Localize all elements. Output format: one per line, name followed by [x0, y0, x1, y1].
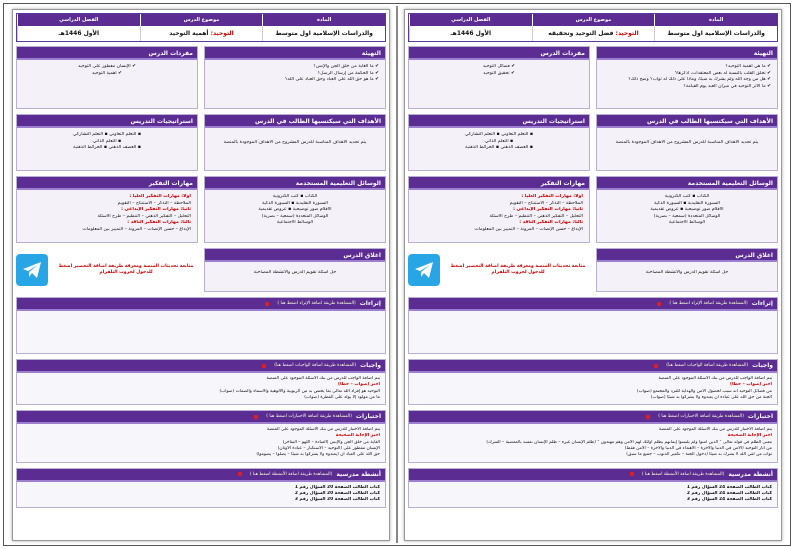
closure-text: حل أسئلة تقويم الدرس والأنشطة المصاحبة	[253, 270, 337, 275]
list-line: كتاب الطالب الصفحة 20 السؤال رقم 1	[294, 484, 380, 490]
activities-body	[409, 482, 777, 507]
youtube-icon[interactable]	[262, 364, 266, 368]
youtube-icon[interactable]	[254, 415, 258, 419]
vocab-box	[408, 46, 590, 109]
list-line: ثواب من لقي الله لا يشرك به شيئا (دخول الجنة – تكفير الذنوب – جميع ما سبق)	[626, 452, 772, 458]
list-line: اختر (صواب – خطأ)	[730, 382, 772, 388]
list-line: حق الله على العباد أن (يعبدوه ولا يشركوا به شيئا – يصلوا – يصوموا)	[256, 452, 380, 458]
list-line: ▪ العصف الذهني ▪ الخرائط الذهنية	[73, 145, 141, 150]
goals-text: يتم تحديد الأهداف المناسبة للدرس المشروح من الأهداف الموجودة بالمنصة	[223, 140, 367, 145]
prep-box	[204, 46, 386, 109]
term-header: الفصل الدراسي	[409, 14, 532, 26]
strategies-box	[408, 114, 590, 171]
thinking-skills-box	[16, 176, 198, 243]
list-line: أولا: مهارات التفكير العليا :	[521, 194, 583, 199]
youtube-icon[interactable]	[654, 364, 658, 368]
homework-section	[16, 359, 386, 405]
prep-body	[205, 60, 385, 108]
prep-title: التهيئة	[597, 47, 777, 60]
goals-text: يتم تحديد الأهداف المناسبة للدرس المشروح من الأهداف الموجودة بالمنصة	[615, 140, 759, 145]
list-line: معنى الظلم في قوله تعالى " الذين آمنوا ولم يلبسوا إيمانهم بظلم أولئك لهم الأمن وهم مهتدون " (ظلم الإنسان غيره – ظلم الإنسان نفسه بالمعصية – الشرك)	[486, 439, 772, 445]
list-line: ▪ التعلم التعاوني ▪ التعلم التشاركي	[72, 132, 142, 137]
activities-body	[17, 482, 385, 507]
list-line: ✔ ما الأثر التوحيد في ميزان العبد يوم القيامة؟	[683, 83, 771, 89]
list-line: الإبداع – حسن الإنصات – المرونة – التمييز بين المعلومات	[474, 226, 583, 232]
list-line: ✔ ما هي أهمية التوحيد؟	[725, 64, 771, 69]
vocab-title: مفردات الدرس	[409, 47, 589, 60]
list-line: ✔ فضائل التوحيد	[482, 64, 516, 69]
tests-link[interactable]: (المشاهدة طريقة اضافة الاختبارات اضغط هنا )	[658, 414, 744, 420]
strategies-title: استراتيجيات التدريس	[409, 115, 589, 128]
list-line: يتم اضافة الواجب للدرس من بنك الاسئلة الموجود على المنصة	[658, 376, 772, 381]
activities-title: أنشطة مدرسية	[336, 470, 381, 478]
subject-value: والدراسات الإسلامية اول متوسط	[262, 26, 385, 41]
list-line: الأقلام صور توضيحية ▪ عروض تقديمية	[650, 207, 724, 212]
prep-box	[596, 46, 778, 109]
thinking-skills-box	[408, 176, 590, 243]
list-line: الوسائل المتعددة (سمعية – بصرية)	[653, 213, 721, 219]
list-line: الأقلام صور توضيحية ▪ عروض تقديمية	[258, 207, 332, 212]
list-line: ✔ تحقيق التوحيد	[483, 70, 515, 76]
lesson-page-left	[12, 9, 390, 541]
telegram-promo[interactable]	[408, 248, 590, 292]
list-line: ✔ هل من وجه الله ولم يشرك به شيئا، وماذا على ذلك له ثواب؟ وضح ذلك؟	[628, 77, 771, 82]
telegram-icon[interactable]	[408, 254, 440, 286]
list-line: الكتاب ▪ كتب الكترونية	[272, 194, 318, 199]
subject-header: المادة	[654, 14, 777, 26]
lesson-header-table	[408, 13, 778, 42]
page-divider	[396, 6, 398, 543]
list-line: ما من مولود إلا يولد على الفطرة (صواب)	[304, 394, 380, 400]
list-line: من آثار التوحيد (الأمن في الدنيا والآخرة – الاهتداء في الدنيا والآخرة – الأمن فقط)	[624, 446, 772, 452]
telegram-promo-text[interactable]: متابعة تحديثات المنصة ومعرفة طريقة اضافة التحضير اضغط للدخول لجروب التلقرام	[450, 263, 586, 275]
enrichment-body	[409, 311, 777, 353]
topic-header: موضوع الدرس	[140, 14, 263, 26]
homework-title: واجبات	[752, 362, 773, 369]
homework-title: واجبات	[360, 362, 381, 369]
list-line: الجنة من حق الله على عباده أن يعبدوه ولا يشركوا به شيئا (صواب)	[650, 394, 772, 400]
list-line: يتم اضافة الواجب للدرس من بنك الاسئلة الموجود على المنصة	[266, 376, 380, 381]
homework-body	[409, 373, 777, 404]
telegram-promo[interactable]	[16, 248, 198, 292]
list-line: ✔ ما هو حق الله على العباد وحق العباد على الله؟	[284, 77, 379, 82]
list-line: ثالثا: مهارات التفكير الناقد :	[127, 220, 191, 225]
strategies-box	[16, 114, 198, 171]
list-line: الوسائل المتعددة (سمعية – بصرية)	[261, 213, 329, 219]
enrichment-title: إثراءات	[751, 300, 773, 307]
list-line: اختر الإجابة الصحيحة	[727, 433, 772, 439]
media-body	[597, 190, 777, 242]
list-line: الغاية من خلق الجن والإنس (العبادة – اللهو – التفاخر)	[282, 439, 380, 445]
closure-text: حل أسئلة تقويم الدرس والأنشطة المصاحبة	[645, 270, 729, 275]
tests-body	[17, 424, 385, 461]
list-line: التحليل – التفكير الذهني – التنظيم – طرح الأسئلة	[489, 213, 583, 219]
list-line: ✔ تخلق القلب بالنسبة له بعض المعتقدات، اذكرها؟	[674, 70, 771, 76]
list-line: الملاحظة – التذكر – الاستنتاج – التقويم	[509, 200, 583, 206]
vocab-box	[16, 46, 198, 109]
enrichment-body	[17, 311, 385, 353]
thinking-skills-body	[17, 190, 197, 242]
enrichment-title: إثراءات	[359, 300, 381, 307]
tests-body	[409, 424, 777, 461]
goals-title: الأهداف التي سيكتسبها الطالب في الدرس	[597, 115, 777, 128]
thinking-skills-title: مهارات التفكير	[17, 177, 197, 190]
list-line: الإبداع – حسن الإنصات – المرونة – التمييز بين المعلومات	[82, 226, 191, 232]
term-value: الأول 1446هـ	[17, 26, 140, 41]
strategies-body	[17, 128, 197, 170]
list-line: السبورة التقليدية ▪ السبورة الذكية	[654, 200, 720, 206]
closure-title: اغلاق الدرس	[597, 249, 777, 262]
telegram-icon[interactable]	[16, 254, 48, 286]
topic-header: موضوع الدرس	[532, 14, 655, 26]
closure-box	[204, 248, 386, 292]
activities-section	[16, 468, 386, 508]
goals-title: الأهداف التي سيكتسبها الطالب في الدرس	[205, 115, 385, 128]
list-line: ثالثا: مهارات التفكير الناقد :	[519, 220, 583, 225]
activities-link[interactable]: (المشاهدة طريقة اضافة الأنشطة اضغط هنا )	[641, 471, 725, 477]
list-line: التوحيد هو إفراد الله تعالى بما يختص به من الربوبية والألوهية والأسماء والصفات (صواب)	[219, 388, 380, 394]
closure-box	[596, 248, 778, 292]
list-line: يتم اضافة الاختبار للدرس من بنك الأسئلة الموجود على المنصة	[267, 427, 380, 433]
list-line: ثانيا: مهارات التفكير الإبداعي :	[121, 207, 191, 212]
list-line: ثانيا: مهارات التفكير الإبداعي :	[513, 207, 583, 212]
topic-text: فضل التوحيد وتحقيقه	[548, 30, 614, 37]
youtube-icon[interactable]	[646, 415, 650, 419]
youtube-icon[interactable]	[657, 302, 661, 306]
telegram-promo-text[interactable]: متابعة تحديثات المنصة ومعرفة طريقة اضافة التحضير اضغط للدخول لجروب التلقرام	[58, 263, 194, 275]
goals-box	[596, 114, 778, 171]
strategies-body	[409, 128, 589, 170]
list-line: أولا: مهارات التفكير العليا :	[129, 194, 191, 199]
list-line: الكتاب ▪ كتب الكترونية	[664, 194, 710, 199]
media-title: الوسائل التعليمية المستخدمة	[597, 177, 777, 190]
subject-header: المادة	[262, 14, 385, 26]
list-line: كتاب الطالب الصفحة 20 السؤال رقم 3	[294, 497, 380, 503]
homework-body	[17, 373, 385, 404]
enrichment-section	[16, 297, 386, 354]
lesson-grid	[408, 46, 778, 297]
homework-link[interactable]: (المشاهدة طريقة اضافة الواجبات اضغط هنا)	[666, 363, 749, 368]
list-line: اختر الإجابة الصحيحة	[335, 433, 380, 439]
strategies-title: استراتيجيات التدريس	[17, 115, 197, 128]
prep-title: التهيئة	[205, 47, 385, 60]
closure-title: اغلاق الدرس	[205, 249, 385, 262]
enrichment-link[interactable]: (المشاهدة طريقة اضافة الإثراء اضغط هنا )	[277, 301, 356, 306]
list-line: السبورة التقليدية ▪ السبورة الذكية	[262, 200, 328, 206]
tests-section	[16, 410, 386, 462]
topic-prefix: التوحيد:	[210, 30, 234, 37]
list-line: كتاب الطالب الصفحة 24 السؤال رقم 3	[686, 497, 772, 503]
media-body	[205, 190, 385, 242]
list-line: من فضائل التوحيد أنه سبب لحصول الأمن والهداية للفرد والمجتمع (صواب)	[636, 388, 772, 394]
enrichment-section	[408, 297, 778, 354]
term-header: الفصل الدراسي	[17, 14, 140, 26]
list-line: ✔ الإنسان مفطور على التوحيد	[77, 64, 137, 69]
vocab-body	[17, 60, 197, 108]
list-line: اختر (صواب – خطأ)	[338, 382, 380, 388]
list-line: الإنسان مفطور على (التوحيد – الاستكبار – عبادة الأوثان)	[277, 446, 380, 452]
tests-section	[408, 410, 778, 462]
topic-value	[140, 26, 263, 41]
lesson-grid	[16, 46, 386, 297]
activities-section	[408, 468, 778, 508]
list-line: الوسائط الاجتماعية	[668, 220, 706, 225]
homework-link[interactable]: (المشاهدة طريقة اضافة الواجبات اضغط هنا)	[274, 363, 357, 368]
list-line: ▪ التعلم الذاتي	[484, 138, 514, 144]
media-title: الوسائل التعليمية المستخدمة	[205, 177, 385, 190]
tests-link[interactable]: (المشاهدة طريقة اضافة الاختبارات اضغط هنا )	[266, 414, 352, 420]
activities-link[interactable]: (المشاهدة طريقة اضافة الأنشطة اضغط هنا )	[249, 471, 333, 477]
thinking-skills-body	[409, 190, 589, 242]
list-line: ✔ ما الحكمة من إرسال الرسل؟	[317, 70, 379, 76]
list-line: الوسائط الاجتماعية	[276, 220, 314, 225]
list-line: كتاب الطالب الصفحة 24 السؤال رقم 1	[686, 484, 772, 490]
thinking-skills-title: مهارات التفكير	[409, 177, 589, 190]
activities-title: أنشطة مدرسية	[728, 470, 773, 478]
youtube-icon[interactable]	[630, 472, 634, 476]
list-line: يتم اضافة الاختبار للدرس من بنك الأسئلة الموجود على المنصة	[659, 427, 772, 433]
list-line: ✔ أهمية التوحيد	[91, 70, 123, 76]
list-line: ▪ التعلم التعاوني ▪ التعلم التشاركي	[464, 132, 534, 137]
topic-text: أهمية التوحيد	[169, 30, 209, 37]
tests-title: اختبارات	[747, 413, 773, 421]
homework-section	[408, 359, 778, 405]
list-line: التحليل – التفكير الذهني – التنظيم – طرح الأسئلة	[97, 213, 191, 219]
list-line: الملاحظة – التذكر – الاستنتاج – التقويم	[117, 200, 191, 206]
lesson-page-right	[404, 9, 782, 541]
topic-value	[532, 26, 655, 41]
lesson-header-table	[16, 13, 386, 42]
prep-body	[597, 60, 777, 108]
list-line: كتاب الطالب الصفحة 20 السؤال رقم 2	[294, 490, 380, 496]
tests-title: اختبارات	[355, 413, 381, 421]
goals-box	[204, 114, 386, 171]
media-box	[596, 176, 778, 243]
list-line: ▪ التعلم الذاتي	[92, 138, 122, 144]
list-line: ✔ ما الغاية من خلق الجن والإنس؟	[313, 64, 379, 69]
list-line: ▪ العصف الذهني ▪ الخرائط الذهنية	[465, 145, 533, 150]
topic-prefix: التوحيد:	[615, 30, 639, 37]
vocab-body	[409, 60, 589, 108]
subject-value: والدراسات الإسلامية اول متوسط	[654, 26, 777, 41]
youtube-icon[interactable]	[238, 472, 242, 476]
term-value: الأول 1446هـ	[409, 26, 532, 41]
vocab-title: مفردات الدرس	[17, 47, 197, 60]
enrichment-link[interactable]: (المشاهدة طريقة اضافة الإثراء اضغط هنا )	[669, 301, 748, 306]
media-box	[204, 176, 386, 243]
youtube-icon[interactable]	[265, 302, 269, 306]
list-line: كتاب الطالب الصفحة 24 السؤال رقم 2	[686, 490, 772, 496]
